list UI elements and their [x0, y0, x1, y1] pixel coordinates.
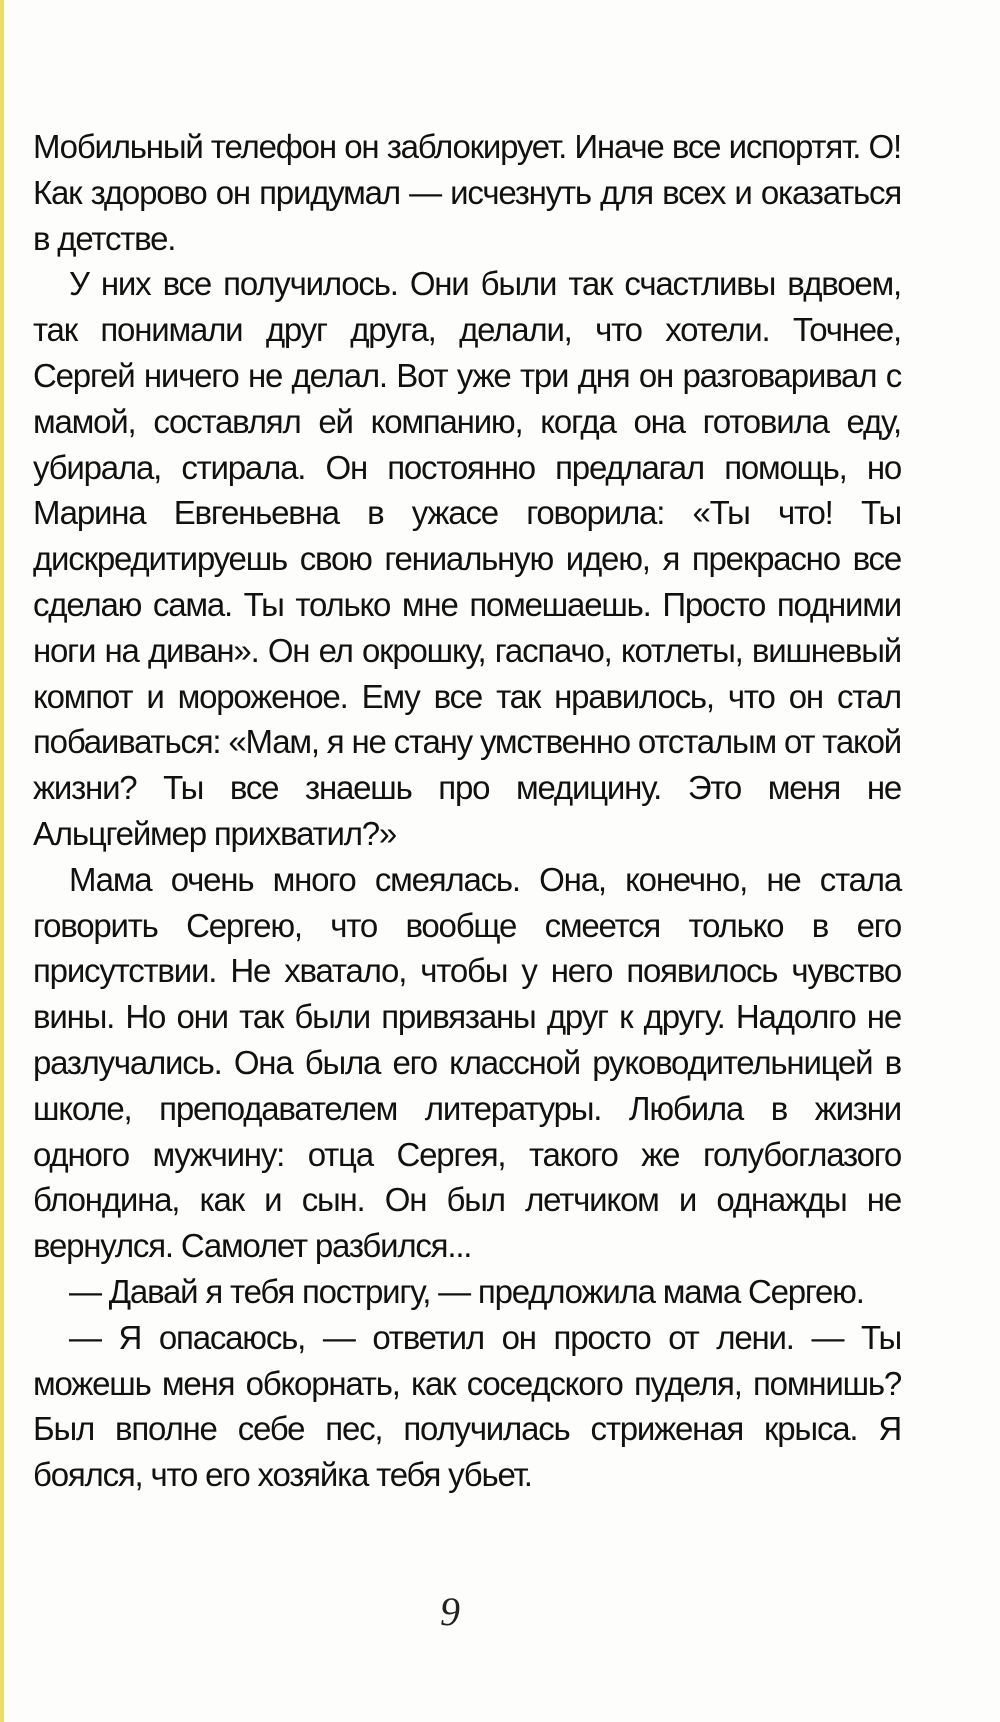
- page-number: 9: [440, 1589, 460, 1634]
- paragraph-1: Мобильный телефон он заблокирует. Иначе все испортят. О! Как здорово он придумал — исчезнуть для всех и оказаться в детстве.: [33, 128, 901, 257]
- page-edge: [0, 0, 4, 1722]
- paragraph-3: Мама очень много смеялась. Она, конечно, не стала говорить Сергею, что вообще смеется только в его присутствии. Не хватало, чтобы у него появилось чувство вины. Но они так были привязаны друг к другу. Надолго не разлучались. Она была его классной руководительницей в школе, преподавателем литературы. Любила в жизни одного мужчину: отца Сергея, такого же голубоглазого блондина, как и сын. Он был летчиком и однажды не вернулся. Самолет разбился...: [33, 860, 901, 1265]
- paragraph-4: — Давай я тебя постригу, — предложила мама Сергею.: [69, 1272, 864, 1310]
- paragraph-5: — Я опасаюсь, — ответил он просто от лени. — Ты можешь меня обкорнать, как соседского пуделя, помнишь? Был вполне себе пес, получилась стриженая крыса. Я боялся, что его хозяйка тебя убьет.: [33, 1318, 901, 1494]
- body-text: [33, 124, 901, 1498]
- paragraph-2: У них все получилось. Они были так счастливы вдвоем, так понимали друг друга, делали, что хотели. Точнее, Сергей ничего не делал. Вот уже три дня он разговаривал с мамой, составлял ей компанию, когда она готовила еду, убирала, стирала. Он постоянно предлагал помощь, но Марина Евгеньевна в ужасе говорила: «Ты что! Ты дискредитируешь свою гениальную идею, я прекрасно все сделаю сама. Ты только мне помешаешь. Просто подними ноги на диван». Он ел окрошку, гаспачо, котлеты, вишневый компот и мороженое. Ему все так нравилось, что он стал побаиваться: «Мам, я не стану умственно отсталым от такой жизни? Ты все знаешь про медицину. Это меня не Альцгеймер прихватил?»: [33, 265, 901, 852]
